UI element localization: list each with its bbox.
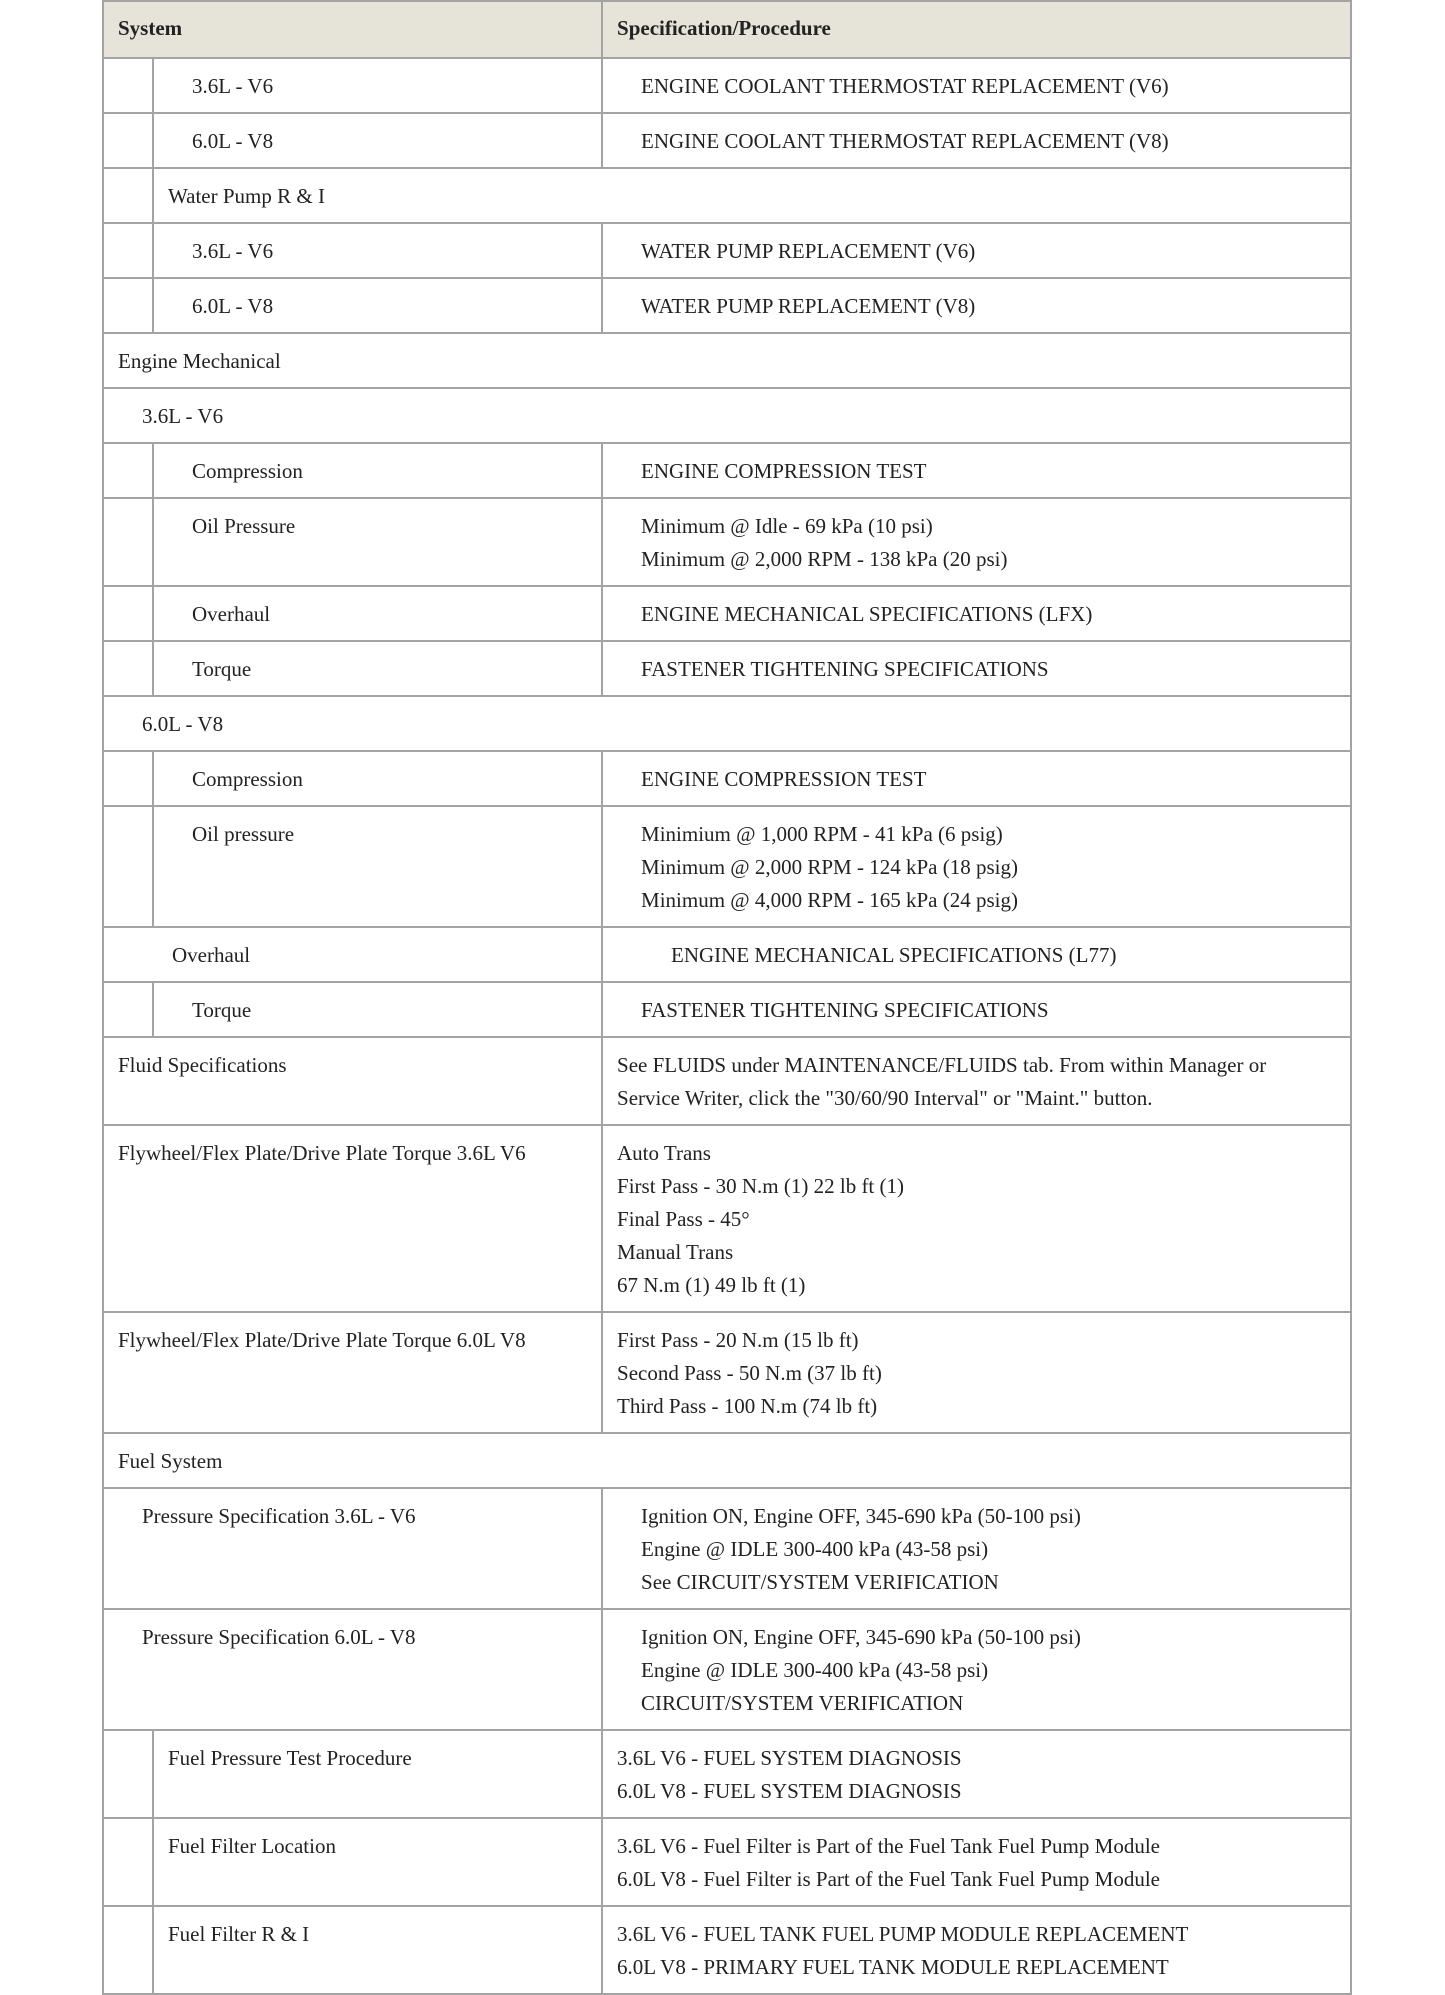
spec-line: Minimum @ Idle - 69 kPa (10 psi) [641,514,933,538]
indent-cell [103,443,153,498]
system-label: Torque [153,982,602,1037]
indent-cell [103,1730,153,1818]
spec-cell [602,443,1351,498]
system-label: Oil Pressure [153,498,602,586]
table-row [103,1609,1351,1730]
spec-cell [602,982,1351,1037]
spec-cell [602,586,1351,641]
table-row [103,58,1351,113]
subsection-heading: 3.6L - V6 [103,388,1351,443]
spec-cell [602,1818,1351,1906]
section-heading: Fuel System [103,1433,1351,1488]
indent-cell [103,58,153,113]
spec-line: 67 N.m (1) 49 lb ft (1) [617,1273,806,1297]
spec-line: Second Pass - 50 N.m (37 lb ft) [617,1361,882,1385]
system-label: Fluid Specifications [103,1037,602,1125]
system-label: Fuel Filter R & I [153,1906,602,1994]
spec-cell [602,1906,1351,1994]
table-row [103,586,1351,641]
system-label: 3.6L - V6 [153,223,602,278]
spec-cell [602,751,1351,806]
table-header-row [103,1,1351,58]
section-heading: Water Pump R & I [153,168,1351,223]
spec-line: 3.6L V6 - FUEL SYSTEM DIAGNOSIS [617,1746,962,1770]
spec-line: Auto Trans [617,1141,711,1165]
spec-line: 3.6L V6 - FUEL TANK FUEL PUMP MODULE REPLACEMENT [617,1922,1189,1946]
table-row [103,168,1351,223]
spec-line: Minimum @ 4,000 RPM - 165 kPa (24 psig) [641,888,1018,912]
spec-line: ENGINE MECHANICAL SPECIFICATIONS (LFX) [641,602,1093,626]
spec-line: Minimum @ 2,000 RPM - 138 kPa (20 psi) [641,547,1008,571]
spec-line: Final Pass - 45° [617,1207,750,1231]
spec-line: Manual Trans [617,1240,734,1264]
system-label: Fuel Filter Location [153,1818,602,1906]
system-label: Overhaul [153,586,602,641]
spec-line: WATER PUMP REPLACEMENT (V8) [641,294,976,318]
indent-cell [103,1906,153,1994]
indent-cell [103,806,153,927]
table-row [103,1312,1351,1433]
spec-cell [602,927,1351,982]
spec-line: See FLUIDS under MAINTENANCE/FLUIDS tab. From within Manager or [617,1053,1267,1077]
spec-cell [602,223,1351,278]
indent-cell [103,982,153,1037]
spec-line: ENGINE MECHANICAL SPECIFICATIONS (L77) [671,943,1117,967]
spec-cell [602,113,1351,168]
spec-cell [602,58,1351,113]
spec-line: WATER PUMP REPLACEMENT (V6) [641,239,976,263]
subsection-heading: 6.0L - V8 [103,696,1351,751]
table-row [103,498,1351,586]
indent-cell [103,751,153,806]
spec-line: 3.6L V6 - Fuel Filter is Part of the Fuel Tank Fuel Pump Module [617,1834,1160,1858]
indent-cell [103,278,153,333]
table-row [103,113,1351,168]
spec-line: Engine @ IDLE 300-400 kPa (43-58 psi) [641,1537,989,1561]
system-label: Pressure Specification 3.6L - V6 [103,1488,602,1609]
system-label: Torque [153,641,602,696]
system-label: Compression [153,751,602,806]
spec-line: ENGINE COMPRESSION TEST [641,459,927,483]
indent-cell [103,586,153,641]
table-row [103,278,1351,333]
spec-line: FASTENER TIGHTENING SPECIFICATIONS [641,657,1049,681]
indent-cell [103,1818,153,1906]
table-row [103,982,1351,1037]
spec-line: Ignition ON, Engine OFF, 345-690 kPa (50-100 psi) [641,1504,1081,1528]
table-row [103,1730,1351,1818]
system-label: 6.0L - V8 [153,113,602,168]
system-label: 6.0L - V8 [153,278,602,333]
spec-line: CIRCUIT/SYSTEM VERIFICATION [641,1691,964,1715]
system-label: Fuel Pressure Test Procedure [153,1730,602,1818]
spec-line: Engine @ IDLE 300-400 kPa (43-58 psi) [641,1658,989,1682]
spec-cell [602,278,1351,333]
spec-cell [602,1312,1351,1433]
table-row [103,1125,1351,1312]
spec-line: Minimium @ 1,000 RPM - 41 kPa (6 psig) [641,822,1003,846]
indent-cell [103,223,153,278]
table-row [103,751,1351,806]
spec-cell [602,806,1351,927]
spec-line: 6.0L V8 - PRIMARY FUEL TANK MODULE REPLACEMENT [617,1955,1169,1979]
spec-cell [602,1730,1351,1818]
spec-line: First Pass - 30 N.m (1) 22 lb ft (1) [617,1174,905,1198]
spec-cell [602,1125,1351,1312]
spec-line: Third Pass - 100 N.m (74 lb ft) [617,1394,878,1418]
spec-cell [602,498,1351,586]
specification-table [102,0,1352,1995]
table-row [103,1488,1351,1609]
system-label: Flywheel/Flex Plate/Drive Plate Torque 3.6L V6 [103,1125,602,1312]
spec-line: First Pass - 20 N.m (15 lb ft) [617,1328,859,1352]
spec-line: Ignition ON, Engine OFF, 345-690 kPa (50-100 psi) [641,1625,1081,1649]
spec-line: ENGINE COOLANT THERMOSTAT REPLACEMENT (V8) [641,129,1169,153]
spec-line: 6.0L V8 - Fuel Filter is Part of the Fuel Tank Fuel Pump Module [617,1867,1160,1891]
spec-cell [602,1037,1351,1125]
system-label: 3.6L - V6 [153,58,602,113]
table-row [103,696,1351,751]
table-row [103,1818,1351,1906]
table-row [103,443,1351,498]
spec-cell [602,1609,1351,1730]
spec-cell [602,1488,1351,1609]
column-header-specification: Specification/Procedure [602,1,1351,58]
spec-line: ENGINE COOLANT THERMOSTAT REPLACEMENT (V6) [641,74,1169,98]
indent-cell [103,498,153,586]
spec-line: Service Writer, click the "30/60/90 Interval" or "Maint." button. [617,1086,1153,1110]
table-row [103,1433,1351,1488]
table-row [103,927,1351,982]
section-heading: Engine Mechanical [103,333,1351,388]
spec-line: ENGINE COMPRESSION TEST [641,767,927,791]
indent-cell [103,641,153,696]
spec-cell [602,641,1351,696]
table-row [103,641,1351,696]
spec-line: FASTENER TIGHTENING SPECIFICATIONS [641,998,1049,1022]
system-label: Compression [153,443,602,498]
system-label: Oil pressure [153,806,602,927]
system-label: Flywheel/Flex Plate/Drive Plate Torque 6.0L V8 [103,1312,602,1433]
table-row [103,806,1351,927]
table-row [103,388,1351,443]
indent-cell [103,168,153,223]
system-label: Overhaul [103,927,602,982]
spec-line: Minimum @ 2,000 RPM - 124 kPa (18 psig) [641,855,1018,879]
table-row [103,1906,1351,1994]
spec-line: 6.0L V8 - FUEL SYSTEM DIAGNOSIS [617,1779,962,1803]
column-header-system: System [103,1,602,58]
indent-cell [103,113,153,168]
spec-line: See CIRCUIT/SYSTEM VERIFICATION [641,1570,999,1594]
system-label: Pressure Specification 6.0L - V8 [103,1609,602,1730]
table-row [103,1037,1351,1125]
table-row [103,333,1351,388]
table-row [103,223,1351,278]
